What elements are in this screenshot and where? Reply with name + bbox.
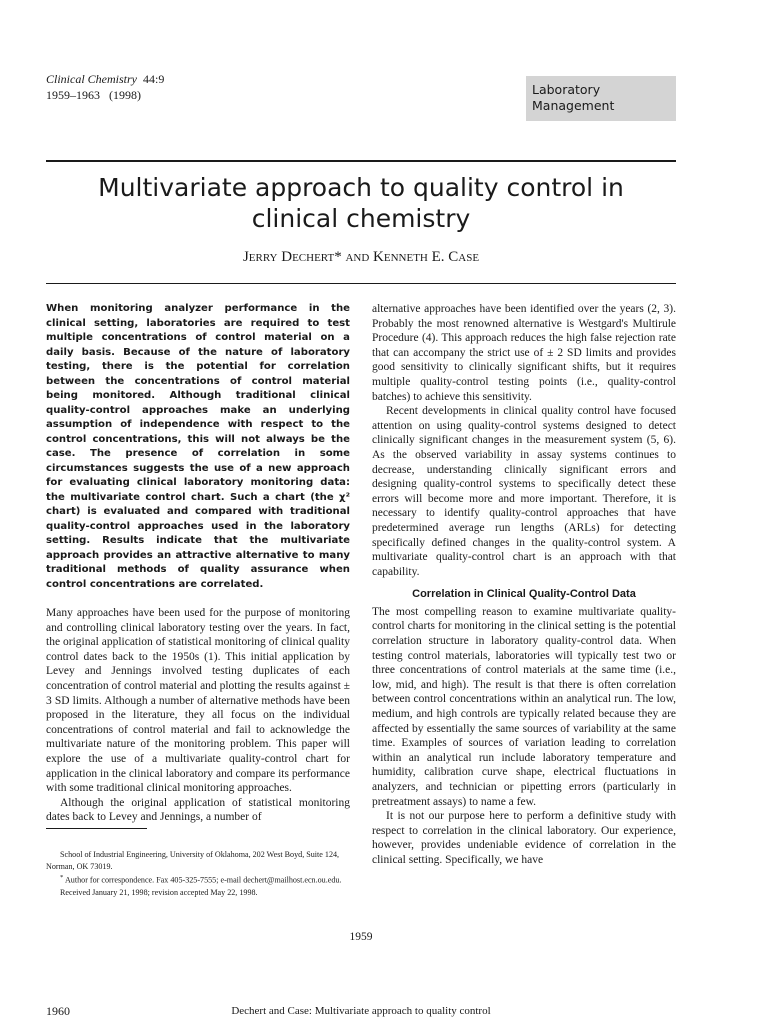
abstract: When monitoring analyzer performance in the clinical setting, laboratories are required to test multiple concentrations of control material on a daily basis. Because of the nature of laboratory testing, there is the potential for correlation between the concentrations of control material being monitored. Although traditional clinical quality-control approaches make an underlying assumption of independence with respect to the control concentrations, this will not always be the case. The presence of correlation in some circumstances suggests the use of a new approach for evaluating clinical laboratory monitoring data: the multivariate control chart. Such a chart (the χ² chart) is evaluated and compared with traditional quality-control approaches used in the laboratory setting. Results indicate that the multivariate approach provides an attractive alternative to many traditional methods of quality assurance when control concentrations are correlated. <box>46 303 350 590</box>
page-number: 1959 <box>349 931 373 943</box>
left-column <box>46 302 350 825</box>
title-line2: clinical chemistry <box>251 204 471 233</box>
footnote-correspondence: * Author for correspondence. Fax 405-325-7555; e-mail dechert@mailhost.ecn.ou.edu. <box>60 874 342 886</box>
journal-name: Clinical Chemistry <box>46 72 137 86</box>
section-label-line1: Laboratory <box>532 82 601 97</box>
title-line1: Multivariate approach to quality control in <box>98 173 624 202</box>
section-heading: Correlation in Clinical Quality-Control Data <box>412 588 636 601</box>
body-paragraph: Although the original application of statistical monitoring dates back to Levey and Jennings, a number of <box>46 796 350 824</box>
footnote-received: Received January 21, 1998; revision accepted May 22, 1998. <box>60 887 258 897</box>
title-bottom-rule <box>46 283 676 284</box>
footnote-rule <box>46 828 147 829</box>
body-paragraph: The most compelling reason to examine multivariate quality-control charts for monitoring in the clinical setting is the potential correlation structure in laboratory quality-control data. When testing control materials, laboratories will typically test two or three concentrations of control materials at the same time (i.e., low, mid, and high). The result is that there is often correlation between control concentrations within an analytical run. The low, medium, and high controls are typically related because they are affected by essentially the same sources of variability at the same time. Examples of sources of variation leading to correlation within an analytical run include laboratory temperature and humidity, calibration curve shape, electrical fluctuations in analyzers, and technician or pipetting errors (particularly in pretreatment assays) to name a few. <box>372 605 676 808</box>
footnote-affiliation: School of Industrial Engineering, University of Oklahoma, 202 West Boyd, Suite 124, Norman, OK 73019. <box>46 850 340 871</box>
next-page-number: 1960 <box>46 1004 70 1018</box>
pages-year: 1959–1963 (1998) <box>46 87 141 102</box>
volume-issue: 44:9 <box>143 72 165 86</box>
body-paragraph: It is not our purpose here to perform a definitive study with respect to correlation in the clinical laboratory. Our experience, however, provides undeniable evidence of correlation in the clinical setting. Specifically, we have <box>372 810 676 866</box>
article-title <box>46 172 676 234</box>
author-line: Jerry Dechert* and Kenneth E. Case <box>242 249 480 265</box>
section-label-box <box>526 76 676 121</box>
running-head: Dechert and Case: Multivariate approach to quality control <box>231 1005 491 1017</box>
journal-citation <box>46 72 164 103</box>
footnotes <box>46 849 350 899</box>
title-top-rule <box>46 160 676 162</box>
body-paragraph: Recent developments in clinical quality control have focused attention on using quality-control systems designed to detect clinically significant changes in the measurement system (5, 6). As the observed variability in assay systems continues to decrease, understanding clinically significant errors and designing quality-control systems to specifically detect these errors will become more and more important. Therefore, it is necessary to identify quality-control approaches that have predetermined average run lengths (ARLs) for detecting specifically defined changes in the quality-control system. A multivariate quality-control chart is an approach with that capability. <box>372 405 676 578</box>
section-label-line2: Management <box>532 98 615 113</box>
body-paragraph: Many approaches have been used for the purpose of monitoring and controlling clinical laboratory testing over the years. In fact, the original application of statistical monitoring of clinical quality control dates back to the 1950s (1). This initial application by Levey and Jennings involved testing duplicates of each concentration of control material and plotting the results against ± 3 SD limits. Although a number of alternative methods have been proposed in the literature, they all focus on the individual concentrations of control material and fail to acknowledge the multivariate nature of the monitoring problem. This paper will explore the use of a multivariate quality-control chart for application in the clinical laboratory and compare its performance with some traditional clinical monitoring approaches. <box>46 607 350 795</box>
right-column <box>372 302 676 868</box>
body-paragraph: alternative approaches have been identified over the years (2, 3). Probably the most renowned alternative is Westgard's Multirule Procedure (4). This approach reduces the high false rejection rate that can accompany the strict use of ± 2 SD limits and provides good sensitivity to clinically significant shifts, but it requires multiple quality-control testing points (i.e., quality-control batches) to achieve this sensitivity. <box>372 303 676 403</box>
